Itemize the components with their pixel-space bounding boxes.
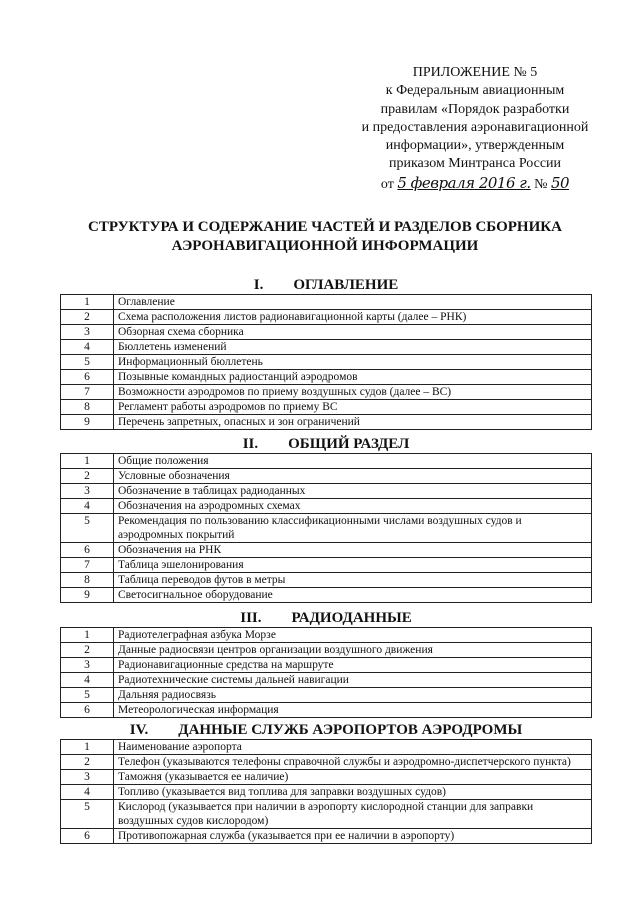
row-text: Схема расположения листов радионавигационной карты (далее – РНК) xyxy=(114,310,592,325)
appendix-line: правилам «Порядок разработки xyxy=(380,101,570,117)
appendix-line: ПРИЛОЖЕНИЕ № 5 xyxy=(412,65,538,80)
row-text: Светосигнальное оборудование xyxy=(114,588,592,603)
row-number: 6 xyxy=(61,543,114,558)
row-text: Таблица эшелонирования xyxy=(114,558,592,573)
table-row xyxy=(61,770,592,785)
row-number: 6 xyxy=(61,829,114,844)
title-line-1: СТРУКТУРА И СОДЕРЖАНИЕ ЧАСТЕЙ И РАЗДЕЛОВ СБОРНИКА xyxy=(88,219,562,235)
table-row xyxy=(61,573,592,588)
row-number: 2 xyxy=(61,310,114,325)
row-text: Обозначения на РНК xyxy=(114,543,592,558)
row-text: Обозначение в таблицах радиоданных xyxy=(114,484,592,499)
section-title: ДАННЫЕ СЛУЖБ АЭРОПОРТОВ АЭРОДРОМЫ xyxy=(178,722,523,738)
table-row xyxy=(61,355,592,370)
section-heading xyxy=(60,721,592,739)
section-heading xyxy=(60,435,592,453)
row-number: 7 xyxy=(61,558,114,573)
row-number: 5 xyxy=(61,688,114,703)
appendix-line: информации», утвержденным xyxy=(385,138,565,154)
row-number: 6 xyxy=(61,370,114,385)
row-text: Данные радиосвязи центров организации воздушного движения xyxy=(114,643,592,658)
table-row xyxy=(61,514,592,543)
row-text: Таможня (указывается ее наличие) xyxy=(114,770,592,785)
table-row xyxy=(61,310,592,325)
appendix-line: приказом Минтранса России xyxy=(388,156,562,172)
section-heading xyxy=(60,609,592,627)
row-number: 5 xyxy=(61,800,114,829)
row-number: 6 xyxy=(61,703,114,718)
order-date-line xyxy=(330,174,620,194)
row-number: 5 xyxy=(61,514,114,543)
row-text: Возможности аэродромов по приему воздушных судов (далее – ВС) xyxy=(114,385,592,400)
section-airport-services xyxy=(60,721,592,844)
row-text: Бюллетень изменений xyxy=(114,340,592,355)
row-text: Общие положения xyxy=(114,454,592,469)
row-text: Наименование аэропорта xyxy=(114,740,592,755)
row-text: Информационный бюллетень xyxy=(114,355,592,370)
row-number: 1 xyxy=(61,295,114,310)
row-text: Радиотехнические системы дальней навигации xyxy=(114,673,592,688)
document-title xyxy=(60,218,590,256)
row-text: Таблица переводов футов в метры xyxy=(114,573,592,588)
row-number: 9 xyxy=(61,415,114,430)
table-row xyxy=(61,325,592,340)
row-number: 2 xyxy=(61,469,114,484)
row-text: Регламент работы аэродромов по приему ВС xyxy=(114,400,592,415)
table-row xyxy=(61,295,592,310)
row-number: 4 xyxy=(61,499,114,514)
row-text: Кислород (указывается при наличии в аэропорту кислородной станции для заправки воздушных судов кислородом) xyxy=(114,800,592,829)
section-numeral: IV. xyxy=(129,722,149,738)
section-numeral: I. xyxy=(253,277,264,293)
row-number: 3 xyxy=(61,770,114,785)
row-text: Оглавление xyxy=(114,295,592,310)
section-title: ОБЩИЙ РАЗДЕЛ xyxy=(288,436,410,452)
table-row xyxy=(61,400,592,415)
row-number: 9 xyxy=(61,588,114,603)
section-table xyxy=(60,453,592,603)
table-row xyxy=(61,658,592,673)
row-text: Позывные командных радиостанций аэродромов xyxy=(114,370,592,385)
row-number: 2 xyxy=(61,755,114,770)
row-number: 7 xyxy=(61,385,114,400)
row-text: Дальняя радиосвязь xyxy=(114,688,592,703)
table-row xyxy=(61,800,592,829)
row-text: Метеорологическая информация xyxy=(114,703,592,718)
row-number: 8 xyxy=(61,573,114,588)
appendix-line: к Федеральным авиационным xyxy=(385,83,565,99)
table-row xyxy=(61,755,592,770)
table-row xyxy=(61,588,592,603)
section-title: ОГЛАВЛЕНИЕ xyxy=(293,277,399,293)
table-row xyxy=(61,628,592,643)
section-numeral: II. xyxy=(242,436,259,452)
date-prefix: от xyxy=(380,176,394,192)
section-contents xyxy=(60,276,592,430)
section-heading xyxy=(60,276,592,294)
section-general xyxy=(60,435,592,603)
appendix-line: и предоставления аэронавигационной xyxy=(361,119,589,135)
table-row xyxy=(61,385,592,400)
section-table xyxy=(60,627,592,718)
table-row xyxy=(61,454,592,469)
row-number: 3 xyxy=(61,484,114,499)
table-row xyxy=(61,785,592,800)
handwritten-number: 50 xyxy=(550,173,570,192)
row-text: Обзорная схема сборника xyxy=(114,325,592,340)
appendix-block xyxy=(330,64,620,194)
row-text: Топливо (указывается вид топлива для заправки воздушных судов) xyxy=(114,785,592,800)
table-row xyxy=(61,673,592,688)
row-text: Рекомендация по пользованию классификационными числами воздушных судов и аэродромных покрытий xyxy=(114,514,592,543)
table-row xyxy=(61,484,592,499)
row-number: 5 xyxy=(61,355,114,370)
section-numeral: III. xyxy=(240,610,262,626)
table-row xyxy=(61,688,592,703)
handwritten-date: 5 февраля 2016 г. xyxy=(397,173,531,192)
table-row xyxy=(61,829,592,844)
row-number: 8 xyxy=(61,400,114,415)
row-number: 1 xyxy=(61,740,114,755)
row-number: 4 xyxy=(61,785,114,800)
row-number: 4 xyxy=(61,340,114,355)
row-text: Противопожарная служба (указывается при ее наличии в аэропорту) xyxy=(114,829,592,844)
row-number: 3 xyxy=(61,325,114,340)
row-number: 2 xyxy=(61,643,114,658)
row-text: Обозначения на аэродромных схемах xyxy=(114,499,592,514)
table-row xyxy=(61,740,592,755)
section-table xyxy=(60,294,592,430)
row-number: 1 xyxy=(61,628,114,643)
section-radio-data xyxy=(60,609,592,718)
row-number: 3 xyxy=(61,658,114,673)
row-text: Радионавигационные средства на маршруте xyxy=(114,658,592,673)
row-text: Перечень запретных, опасных и зон ограничений xyxy=(114,415,592,430)
section-title: РАДИОДАННЫЕ xyxy=(291,610,412,626)
table-row xyxy=(61,469,592,484)
title-line-2: АЭРОНАВИГАЦИОННОЙ ИНФОРМАЦИИ xyxy=(171,238,479,254)
table-row xyxy=(61,643,592,658)
row-text: Условные обозначения xyxy=(114,469,592,484)
table-row xyxy=(61,558,592,573)
section-table xyxy=(60,739,592,844)
table-row xyxy=(61,415,592,430)
row-number: 1 xyxy=(61,454,114,469)
table-row xyxy=(61,340,592,355)
table-row xyxy=(61,370,592,385)
row-text: Телефон (указываются телефоны справочной службы и аэродромно-диспетчерского пункта) xyxy=(114,755,592,770)
row-number: 4 xyxy=(61,673,114,688)
row-text: Радиотелеграфная азбука Морзе xyxy=(114,628,592,643)
number-label: № xyxy=(534,176,548,192)
table-row xyxy=(61,543,592,558)
table-row xyxy=(61,703,592,718)
table-row xyxy=(61,499,592,514)
